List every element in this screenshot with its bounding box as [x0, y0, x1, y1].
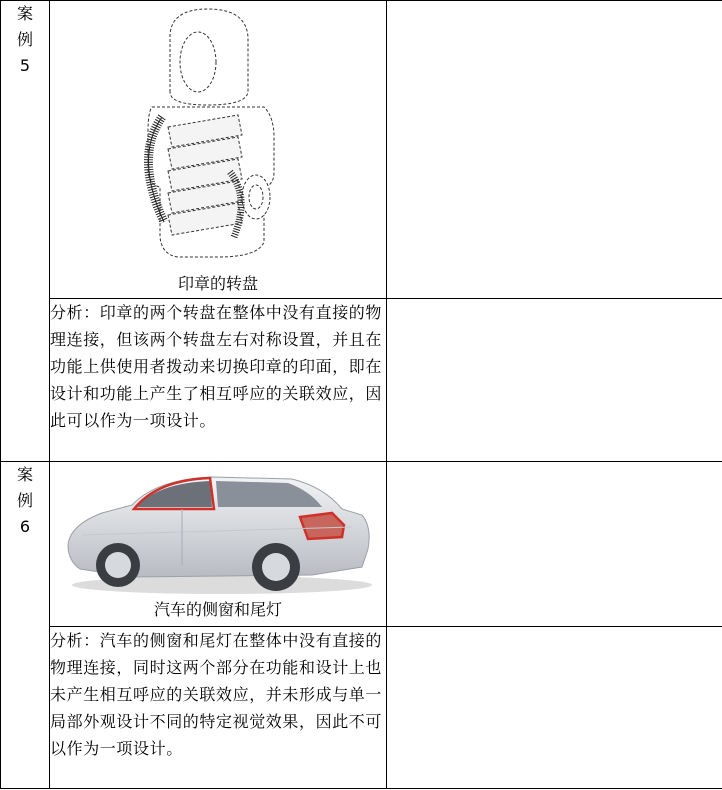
- case-6-analysis-empty-cell: [387, 627, 722, 789]
- case-label-char: 5: [19, 56, 31, 75]
- case-label-char: 例: [16, 30, 33, 49]
- figure-caption: 印章的转盘: [177, 274, 258, 293]
- case-5-empty-cell: [387, 1, 722, 299]
- case-5-figure-cell: [50, 1, 387, 299]
- case-label-char: 案: [16, 4, 33, 23]
- case-5-analysis-empty-cell: [387, 299, 722, 462]
- case-6-empty-cell: [387, 462, 722, 627]
- figure-caption: 汽车的侧窗和尾灯: [153, 600, 282, 619]
- case-5-analysis: 分析：印章的两个转盘在整体中没有直接的物理连接，但该两个转盘左右对称设置，并且在功能上供使用者拨动来切换印章的印面，即在设计和功能上产生了相互呼应的关联效应，因此可以作为一项设计。: [50, 299, 387, 462]
- case-6-figure-cell: [50, 462, 387, 627]
- rotary-seal-drawing-icon: [138, 7, 288, 262]
- case-6-label: [1, 462, 50, 789]
- case-5-figure-row: [1, 1, 722, 299]
- case-label-char: 6: [19, 517, 31, 536]
- case-5-analysis-row: [1, 299, 722, 462]
- case-5-label: [1, 1, 50, 462]
- case-6-analysis: 分析：汽车的侧窗和尾灯在整体中没有直接的物理连接，同时这两个部分在功能和设计上也未产生相互呼应的关联效应，并未形成与单一局部外观设计不同的特定视觉效果，因此不可以作为一项设计。: [50, 627, 387, 789]
- case-6-figure-row: [1, 462, 722, 627]
- car-side-window-taillight-photo-icon: [62, 465, 374, 597]
- case-label-char: 案: [16, 465, 33, 484]
- case-6-analysis-row: [1, 627, 722, 789]
- case-label-char: 例: [16, 491, 33, 510]
